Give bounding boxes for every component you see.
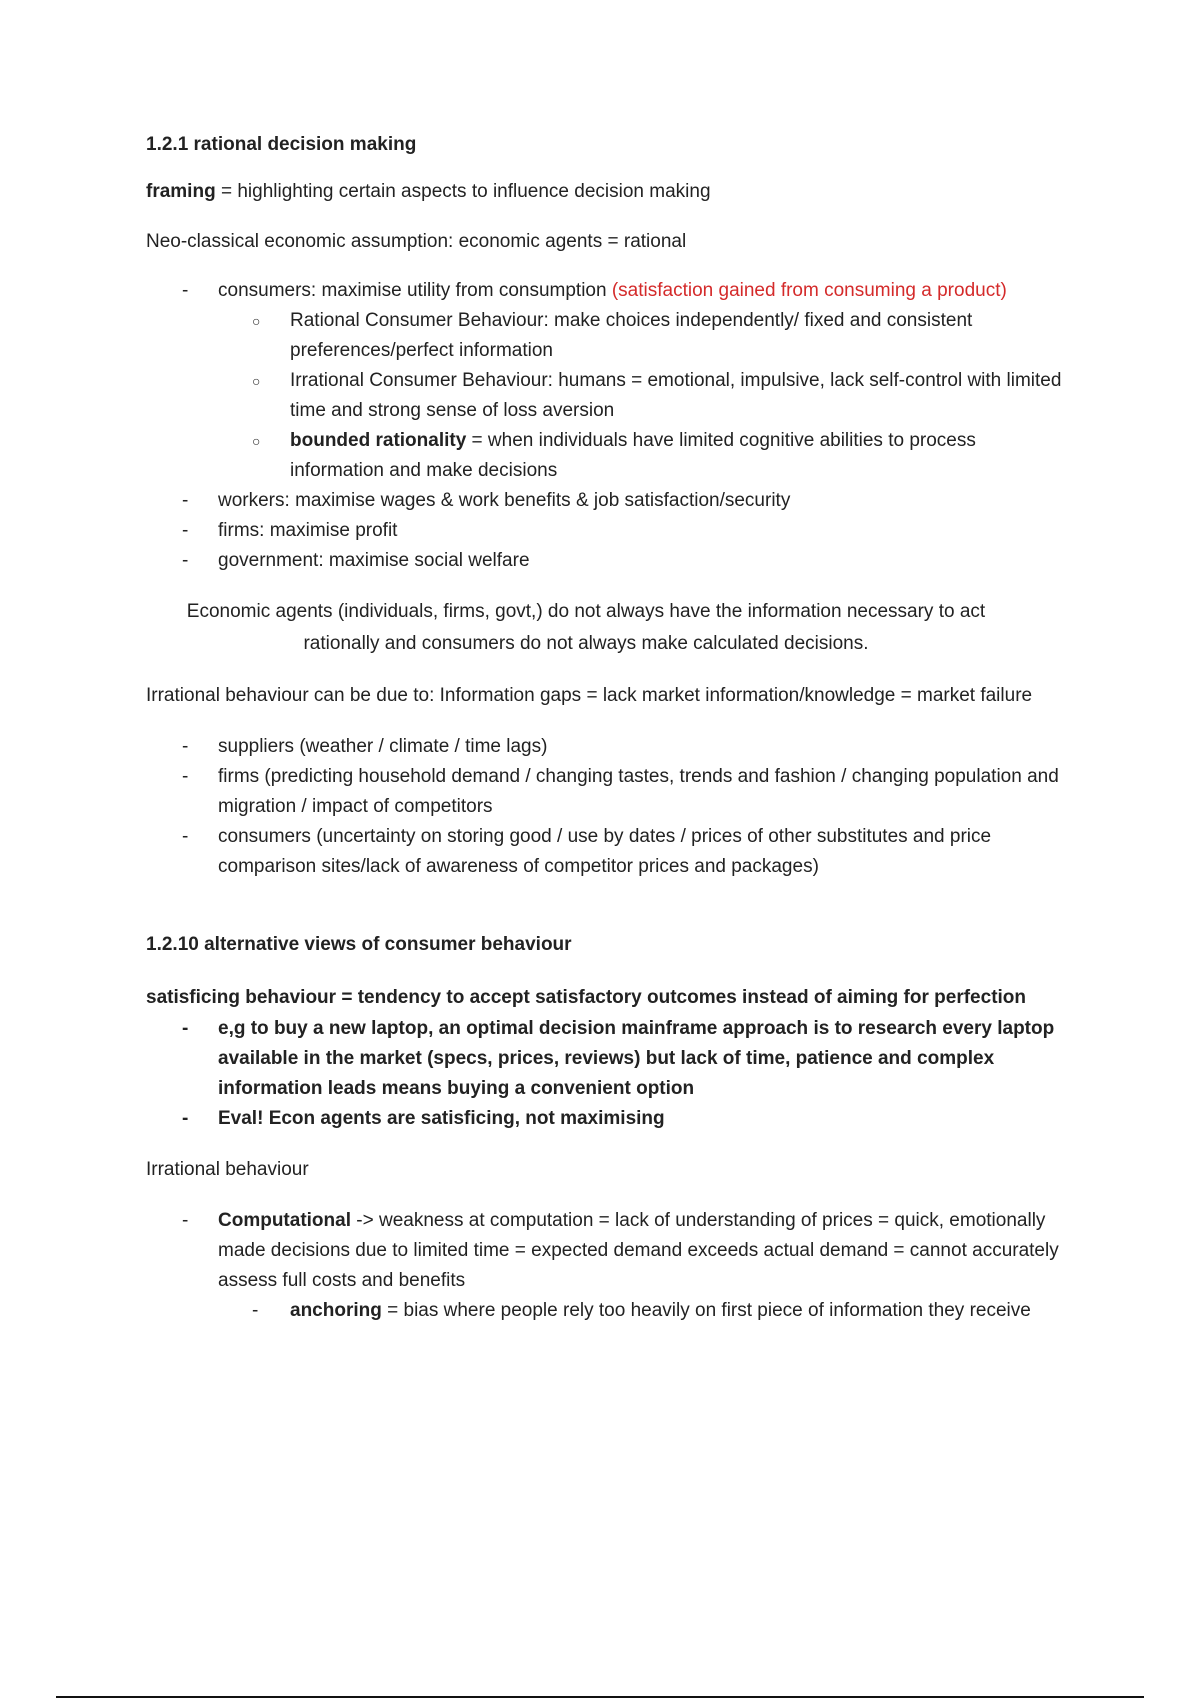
document-page <box>146 130 1066 1326</box>
dash-bullet: - <box>182 1108 189 1129</box>
dash-bullet: - <box>182 766 189 787</box>
consumer-sublist <box>218 306 1066 486</box>
irrational-intro: Irrational behaviour can be due to: Information gaps = lack market information/knowledge = market failure <box>146 685 1033 706</box>
circle-bullet: ○ <box>252 313 261 329</box>
list-item <box>218 366 1066 426</box>
dash-bullet: - <box>182 736 189 757</box>
list-item <box>146 762 1066 822</box>
bottom-rule <box>56 1696 1144 1698</box>
bounded-rationality-text: = when individuals have limited cognitive abilities to process information and make decisions <box>290 430 976 481</box>
list-item <box>218 1296 1066 1326</box>
eval-point: Eval! Econ agents are satisficing, not maximising <box>218 1108 665 1129</box>
workers-text: workers: maximise wages & work benefits & job satisfaction/security <box>218 490 791 511</box>
dash-bullet: - <box>252 1300 259 1321</box>
list-item <box>146 276 1066 486</box>
list-item <box>146 1014 1066 1104</box>
list-item <box>146 822 1066 882</box>
framing-term: framing <box>146 181 216 202</box>
gap-firms: firms (predicting household demand / changing tastes, trends and fashion / changing population and migration / impact of competitors <box>218 766 1059 817</box>
computational-term: Computational <box>218 1210 351 1231</box>
computational-text: -> weakness at computation = lack of understanding of prices = quick, emotionally made decisions due to limited time = expected demand exceeds actual demand = cannot accurately assess full costs and benefits <box>218 1210 1059 1291</box>
framing-definition <box>146 176 1066 208</box>
list-item <box>218 426 1066 486</box>
assumption-line: Neo-classical economic assumption: economic agents = rational <box>146 231 687 252</box>
gap-consumers: consumers (uncertainty on storing good / use by dates / prices of other substitutes and price comparison sites/lack of awareness of competitor prices and packages) <box>218 826 992 877</box>
anchoring-term: anchoring <box>290 1300 382 1321</box>
irrational-consumer-text: Irrational Consumer Behaviour: humans = emotional, impulsive, lack self-control with limited time and strong sense of loss aversion <box>290 370 1062 421</box>
list-item <box>146 732 1066 762</box>
dash-bullet: - <box>182 280 189 301</box>
circle-bullet: ○ <box>252 433 261 449</box>
circle-bullet: ○ <box>252 373 261 389</box>
framing-text: = highlighting certain aspects to influence decision making <box>215 181 711 202</box>
dash-bullet: - <box>182 1210 189 1231</box>
list-item <box>146 516 1066 546</box>
list-item <box>146 546 1066 576</box>
list-item <box>218 306 1066 366</box>
dash-bullet: - <box>182 1018 189 1039</box>
section-heading-1-2-10: 1.2.10 alternative views of consumer behaviour <box>146 934 572 955</box>
government-text: government: maximise social welfare <box>218 550 530 571</box>
irrational-list <box>146 1206 1066 1326</box>
anchoring-text: = bias where people rely too heavily on first piece of information they receive <box>381 1300 1031 1321</box>
consumers-text: consumers: maximise utility from consumption <box>218 280 612 301</box>
centered-note: Economic agents (individuals, firms, govt,) do not always have the information necessary to act rationally and consumers do not always make calculated decisions. <box>186 601 986 654</box>
information-gaps-list <box>146 732 1066 882</box>
gap-suppliers: suppliers (weather / climate / time lags) <box>218 736 548 757</box>
bounded-rationality-term: bounded rationality <box>290 430 467 451</box>
satisficing-definition: satisficing behaviour = tendency to accept satisfactory outcomes instead of aiming for perfection <box>146 987 1027 1008</box>
list-item <box>146 1104 1066 1134</box>
dash-bullet: - <box>182 520 189 541</box>
firms-text: firms: maximise profit <box>218 520 398 541</box>
list-item <box>146 486 1066 516</box>
section-heading-1-2-1: 1.2.1 rational decision making <box>146 134 417 155</box>
laptop-example: e,g to buy a new laptop, an optimal decision mainframe approach is to research every laptop available in the market (specs, prices, reviews) but lack of time, patience and complex information leads means buying a convenient option <box>218 1018 1055 1099</box>
consumers-note: (satisfaction gained from consuming a product) <box>611 280 1007 301</box>
list-item <box>146 1206 1066 1326</box>
computational-sublist <box>218 1296 1066 1326</box>
rational-consumer-text: Rational Consumer Behaviour: make choices independently/ fixed and consistent preferences/perfect information <box>290 310 973 361</box>
dash-bullet: - <box>182 550 189 571</box>
irrational-behaviour-heading: Irrational behaviour <box>146 1159 309 1180</box>
dash-bullet: - <box>182 490 189 511</box>
agents-list <box>146 276 1066 576</box>
satisficing-list <box>146 1014 1066 1134</box>
dash-bullet: - <box>182 826 189 847</box>
